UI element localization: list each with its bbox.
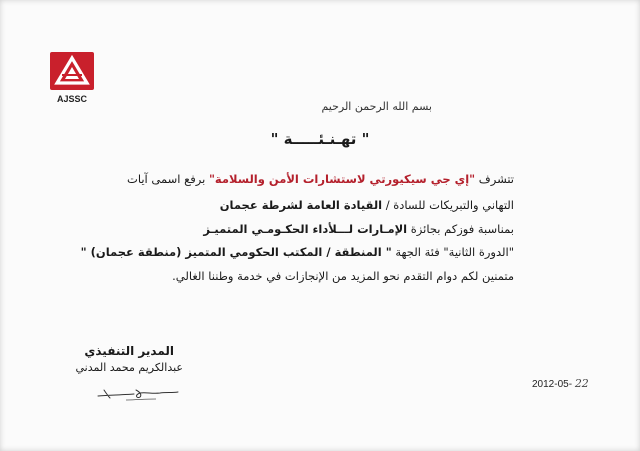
letter-line-4 [81, 245, 514, 259]
line2-prefix: التهاني والتبريكات للسادة / [382, 198, 514, 212]
award-category: " المنطقة / المكتب الحكومي المتميز (منطقة عجمان) " [80, 245, 392, 259]
logo-text: AJSSC [56, 94, 87, 104]
line1-suffix: برفع اسمى آيات [127, 172, 209, 186]
award-name: الإمـارات لـــلأداء الحكـومـي المتميـز [203, 222, 408, 236]
basmala: بسم الله الرحمن الرحيم [321, 100, 432, 113]
letter-title: " تهـنـئـــــة " [270, 130, 370, 148]
line3-prefix: بمناسبة فوزكم بجائزة [407, 222, 514, 236]
company-name: "إي جي سيكيورتي لاستشارات الأمن والسلامة" [208, 172, 476, 186]
signatory-name: عبدالكريم محمد المدني [75, 361, 183, 374]
handwritten-signature-icon [96, 378, 180, 404]
line1-prefix: تتشرف [475, 172, 514, 186]
ajssc-logo-icon [50, 52, 94, 90]
letter-line-5: متمنين لكم دوام التقدم نحو المزيد من الإنجازات في خدمة وطننا الغالي. [172, 269, 514, 283]
letter-line-3 [203, 222, 514, 236]
date-printed: 2012-05- [532, 379, 573, 390]
letter-line-1 [127, 172, 514, 186]
date-handwritten: 22 [574, 377, 589, 390]
recipient-name: القيادة العامة لشرطة عجمان [219, 198, 383, 212]
letter-line-2 [220, 198, 514, 212]
letter-date [532, 377, 589, 390]
signatory-title: المدير التنفيذي [84, 344, 174, 358]
line4-prefix: "الدورة الثانية" فئة الجهة [391, 245, 514, 259]
